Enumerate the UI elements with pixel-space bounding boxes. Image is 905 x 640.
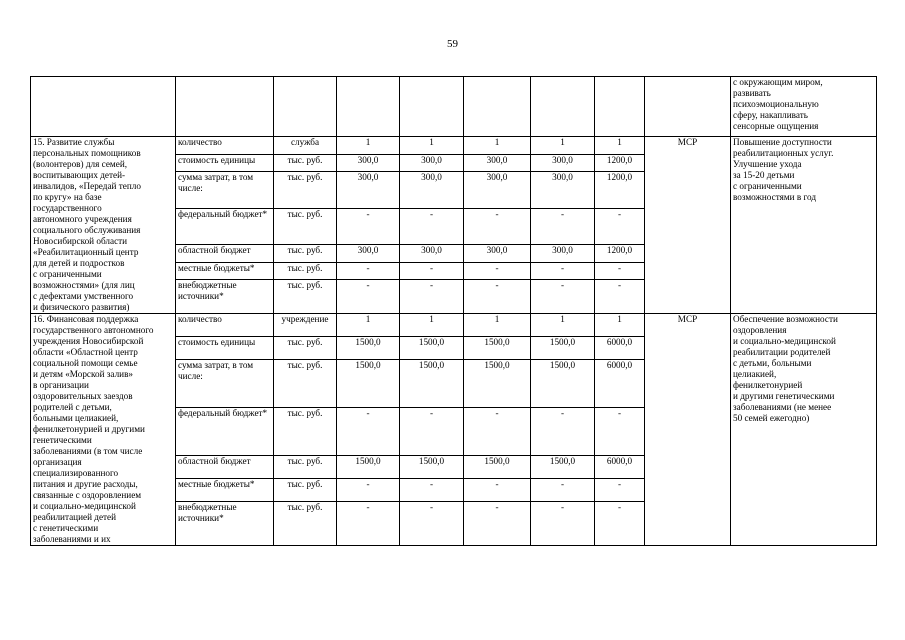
indicator-value-cell: - (531, 208, 595, 245)
indicator-value-cell: 1200,0 (595, 154, 645, 172)
measure-description-line: «Реабилитационный центр (33, 247, 139, 257)
measure-description-line: Новосибирской области (33, 236, 128, 246)
page-number: 59 (447, 38, 458, 50)
measure-description-line: заболеваниями и их (33, 534, 111, 544)
carry-result-line: сенсорные ощущения (733, 121, 819, 131)
measure-description-line: заболеваниями (в том числе (33, 446, 143, 456)
indicator-unit-cell: тыс. руб. (274, 455, 337, 478)
executor-cell: МСР (645, 314, 731, 546)
expected-result-line: и социально-медицинской (733, 336, 836, 346)
carry-description-cell (31, 77, 176, 137)
indicator-value-cell: 1 (531, 137, 595, 155)
indicator-value-cell: - (400, 407, 464, 455)
expected-result-line: заболеваниями (не менее (733, 402, 832, 412)
indicator-value-cell: 300,0 (400, 245, 464, 263)
expected-result-line: Улучшение ухода (733, 159, 802, 169)
measure-description-cell (31, 137, 176, 314)
indicator-value-cell: 1500,0 (531, 455, 595, 478)
indicator-value-cell: 1500,0 (531, 337, 595, 360)
carry-indicator-cell (176, 77, 274, 137)
indicator-value-cell: 1 (400, 137, 464, 155)
indicator-value-cell: 1500,0 (337, 360, 400, 408)
indicator-value-cell: 1200,0 (595, 245, 645, 263)
measure-description-line: персональных помощников (33, 148, 141, 158)
measure-description-line: для детей и подростков (33, 258, 125, 268)
carry-value-cell (531, 77, 595, 137)
carry-result-cell (731, 77, 877, 137)
indicator-name-cell: сумма затрат, в том числе: (176, 172, 274, 209)
indicator-value-cell: - (595, 501, 645, 545)
measure-description-line: государственного (33, 203, 102, 213)
measure-description-line: (волонтеров) для семей, (33, 159, 128, 169)
carry-unit-cell (274, 77, 337, 137)
indicator-value-cell: 300,0 (531, 154, 595, 172)
indicator-unit-cell: тыс. руб. (274, 280, 337, 314)
carry-value-cell (464, 77, 531, 137)
measure-description-line: 15. Развитие службы (33, 137, 115, 147)
indicator-value-cell: - (531, 501, 595, 545)
indicator-value-cell: 1500,0 (464, 455, 531, 478)
indicator-row (31, 137, 877, 155)
measure-description-line: социального обслуживания (33, 225, 141, 235)
indicator-value-cell: - (595, 407, 645, 455)
expected-result-line: реабилитации родителей (733, 347, 831, 357)
expected-result-line: 50 семей ежегодно) (733, 413, 810, 423)
indicator-name-cell: количество (176, 137, 274, 155)
measure-description-line: связанные с оздоровлением (33, 490, 142, 500)
measure-description-line: оздоровительных заездов (33, 391, 133, 401)
indicator-value-cell: 1 (337, 314, 400, 337)
indicator-value-cell: - (464, 501, 531, 545)
indicator-name-cell: областной бюджет (176, 245, 274, 263)
expected-result-line: оздоровления (733, 325, 787, 335)
indicator-value-cell: - (531, 280, 595, 314)
indicator-value-cell: - (337, 407, 400, 455)
indicator-value-cell: - (400, 501, 464, 545)
expected-result-line: и другими генетическими (733, 391, 835, 401)
indicator-unit-cell: учреждение (274, 314, 337, 337)
indicator-value-cell: 6000,0 (595, 455, 645, 478)
expected-result-line: целиакией, (733, 369, 777, 379)
indicator-name-cell: федеральный бюджет* (176, 407, 274, 455)
expected-result-line: фенилкетонурией (733, 380, 803, 390)
indicator-value-cell: - (464, 208, 531, 245)
indicator-unit-cell: служба (274, 137, 337, 155)
indicator-value-cell: 1 (400, 314, 464, 337)
indicator-value-cell: - (595, 280, 645, 314)
carry-executor-cell (645, 77, 731, 137)
carry-result-line: развивать (733, 88, 771, 98)
indicator-unit-cell: тыс. руб. (274, 337, 337, 360)
carry-result-line: с окружающим миром, (733, 77, 823, 87)
indicator-name-cell: областной бюджет (176, 455, 274, 478)
measure-description-line: и физического развития) (33, 302, 130, 312)
measure-description-line: области «Областной центр (33, 347, 138, 357)
indicator-value-cell: - (531, 407, 595, 455)
carry-value-cell (400, 77, 464, 137)
indicator-value-cell: - (400, 478, 464, 501)
indicator-row (31, 314, 877, 337)
measure-description-line: и социально-медицинской (33, 501, 136, 511)
measure-description-line: специализированного (33, 468, 119, 478)
indicator-unit-cell: тыс. руб. (274, 262, 337, 280)
measure-description-line: фенилкетонурией и другими (33, 424, 145, 434)
measure-description-line: организация (33, 457, 82, 467)
indicator-value-cell: 300,0 (400, 154, 464, 172)
expected-result-line: возможностями в год (733, 192, 817, 202)
measure-description-line: воспитывающих детей- (33, 170, 126, 180)
indicator-value-cell: - (464, 407, 531, 455)
measure-description-line: учреждения Новосибирской (33, 336, 144, 346)
indicator-value-cell: 6000,0 (595, 360, 645, 408)
indicator-value-cell: 1 (595, 314, 645, 337)
indicator-value-cell: - (464, 478, 531, 501)
indicator-value-cell: 1500,0 (464, 360, 531, 408)
indicator-value-cell: - (337, 478, 400, 501)
indicator-value-cell: 300,0 (337, 154, 400, 172)
indicator-value-cell: 1500,0 (337, 455, 400, 478)
indicator-unit-cell: тыс. руб. (274, 245, 337, 263)
carry-result-line: сферу, накапливать (733, 110, 808, 120)
indicator-value-cell: 300,0 (464, 245, 531, 263)
indicator-value-cell: - (464, 280, 531, 314)
indicator-name-cell: местные бюджеты* (176, 478, 274, 501)
indicator-value-cell: 300,0 (531, 172, 595, 209)
measure-description-line: больными целиакией, (33, 413, 119, 423)
measure-description-line: с генетическими (33, 523, 99, 533)
indicator-value-cell: - (595, 478, 645, 501)
indicator-unit-cell: тыс. руб. (274, 172, 337, 209)
indicator-value-cell: 1500,0 (337, 337, 400, 360)
indicator-value-cell: - (531, 478, 595, 501)
executor-cell: МСР (645, 137, 731, 314)
measure-description-line: возможностями» (для лиц (33, 280, 135, 290)
indicator-value-cell: 1500,0 (400, 455, 464, 478)
measure-description-line: питания и другие расходы, (33, 479, 138, 489)
indicator-name-cell: внебюджетные источники* (176, 501, 274, 545)
indicator-value-cell: - (531, 262, 595, 280)
indicator-value-cell: 1 (464, 314, 531, 337)
indicator-unit-cell: тыс. руб. (274, 478, 337, 501)
measure-description-line: реабилитацией детей (33, 512, 117, 522)
indicator-name-cell: федеральный бюджет* (176, 208, 274, 245)
indicator-name-cell: стоимость единицы (176, 154, 274, 172)
indicator-value-cell: 6000,0 (595, 337, 645, 360)
indicator-name-cell: стоимость единицы (176, 337, 274, 360)
carry-value-cell (337, 77, 400, 137)
indicator-value-cell: - (337, 280, 400, 314)
expected-result-line: Повышение доступности (733, 137, 832, 147)
measure-description-cell (31, 314, 176, 546)
measure-description-line: государственного автономного (33, 325, 154, 335)
expected-result-line: реабилитационных услуг. (733, 148, 834, 158)
expected-result-cell (731, 314, 877, 546)
indicator-value-cell: 1500,0 (464, 337, 531, 360)
indicator-value-cell: - (464, 262, 531, 280)
measure-description-line: генетическими (33, 435, 92, 445)
measure-description-line: социальной помощи семье (33, 358, 138, 368)
indicator-unit-cell: тыс. руб. (274, 360, 337, 408)
expected-result-line: за 15-20 детьми (733, 170, 795, 180)
indicator-name-cell: местные бюджеты* (176, 262, 274, 280)
indicator-value-cell: - (400, 280, 464, 314)
carry-result-line: психоэмоциональную (733, 99, 819, 109)
indicator-value-cell: - (595, 208, 645, 245)
indicator-value-cell: - (400, 208, 464, 245)
indicator-value-cell: - (337, 262, 400, 280)
carry-value-cell (595, 77, 645, 137)
indicator-unit-cell: тыс. руб. (274, 154, 337, 172)
measure-description-line: автономного учреждения (33, 214, 132, 224)
indicator-value-cell: 1 (464, 137, 531, 155)
indicator-value-cell: - (337, 501, 400, 545)
indicator-value-cell: - (337, 208, 400, 245)
indicator-value-cell: 300,0 (337, 172, 400, 209)
indicator-value-cell: - (400, 262, 464, 280)
measures-table (30, 76, 877, 546)
indicator-value-cell: 1 (337, 137, 400, 155)
expected-result-line: с ограниченными (733, 181, 802, 191)
indicator-value-cell: 1500,0 (400, 360, 464, 408)
measure-description-line: инвалидов, «Передай тепло (33, 181, 141, 191)
indicator-name-cell: количество (176, 314, 274, 337)
measure-description-line: с дефектами умственного (33, 291, 134, 301)
indicator-value-cell: 1500,0 (531, 360, 595, 408)
expected-result-cell (731, 137, 877, 314)
indicator-value-cell: - (595, 262, 645, 280)
measure-description-line: и детям «Морской залив» (33, 369, 134, 379)
measure-description-line: по кругу» на базе (33, 192, 102, 202)
indicator-value-cell: 300,0 (531, 245, 595, 263)
indicator-value-cell: 300,0 (337, 245, 400, 263)
indicator-value-cell: 1200,0 (595, 172, 645, 209)
indicator-value-cell: 300,0 (464, 172, 531, 209)
measure-description-line: родителей с детьми, (33, 402, 112, 412)
indicator-unit-cell: тыс. руб. (274, 501, 337, 545)
measure-description-line: с ограниченными (33, 269, 102, 279)
indicator-value-cell: 300,0 (464, 154, 531, 172)
indicator-value-cell: 1 (595, 137, 645, 155)
indicator-value-cell: 1500,0 (400, 337, 464, 360)
indicator-value-cell: 1 (531, 314, 595, 337)
indicator-name-cell: сумма затрат, в том числе: (176, 360, 274, 408)
indicator-value-cell: 300,0 (400, 172, 464, 209)
measure-description-line: в организации (33, 380, 89, 390)
carry-over-row (31, 77, 877, 137)
indicator-unit-cell: тыс. руб. (274, 407, 337, 455)
measure-description-line: 16. Финансовая поддержка (33, 314, 139, 324)
indicator-unit-cell: тыс. руб. (274, 208, 337, 245)
expected-result-line: Обеспечение возможности (733, 314, 838, 324)
indicator-name-cell: внебюджетные источники* (176, 280, 274, 314)
expected-result-line: с детьми, больными (733, 358, 812, 368)
